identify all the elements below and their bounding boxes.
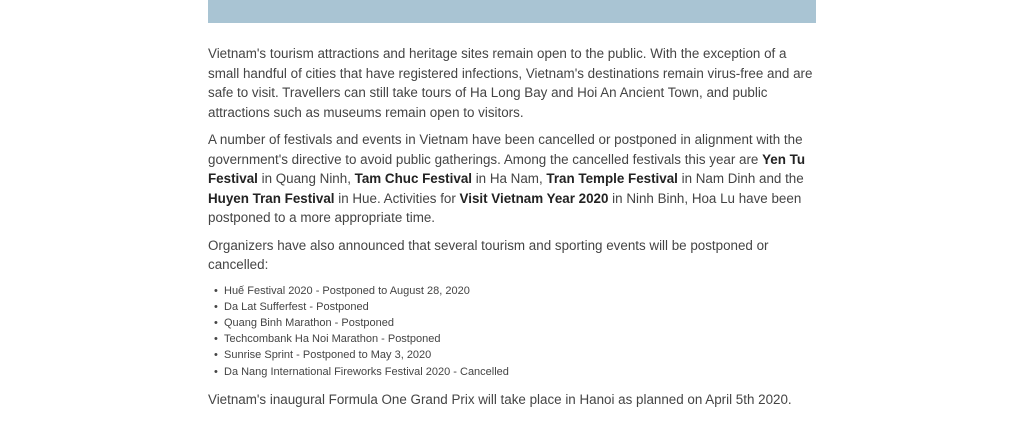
list-item bbox=[214, 331, 820, 347]
bullet-icon: • bbox=[214, 284, 218, 297]
bullet-icon: • bbox=[214, 365, 218, 378]
event-label: Da Nang International Fireworks Festival 2020 - Cancelled bbox=[224, 365, 509, 378]
event-label: Da Lat Sufferfest - Postponed bbox=[224, 300, 369, 313]
paragraph-grand-prix: Vietnam's inaugural Formula One Grand Prix will take place in Hanoi as planned on April 5th 2020. bbox=[208, 391, 792, 407]
para2-text-6: in Ninh Binh, Hoa Lu have been postponed to a more appropriate time. bbox=[208, 190, 802, 225]
paragraph-organizers: Organizers have also announced that several tourism and sporting events will be postponed or cancelled: bbox=[208, 237, 769, 272]
list-item bbox=[214, 315, 820, 331]
event-label: Techcombank Ha Noi Marathon - Postponed bbox=[224, 333, 441, 346]
bullet-icon: • bbox=[214, 333, 218, 346]
bullet-icon: • bbox=[214, 300, 218, 313]
festival-yen-tu: Yen Tu Festival bbox=[208, 151, 806, 186]
festival-tam-chuc: Tam Chuc Festival bbox=[354, 171, 472, 186]
article-body bbox=[208, 44, 820, 417]
para2-text-3: in Ha Nam, bbox=[471, 171, 547, 186]
list-item bbox=[214, 283, 820, 299]
event-label: Huế Festival 2020 - Postponed to August 28, 2020 bbox=[224, 284, 470, 297]
festival-tran-temple: Tran Temple Festival bbox=[546, 171, 678, 186]
para2-text-5: in Hue. Activities for bbox=[334, 190, 460, 206]
hero-image-placeholder bbox=[208, 0, 816, 23]
list-item bbox=[214, 299, 820, 315]
list-item bbox=[214, 347, 820, 363]
event-list bbox=[208, 283, 820, 380]
event-label: Sunrise Sprint - Postponed to May 3, 2020 bbox=[224, 349, 432, 362]
visit-vietnam-year: Visit Vietnam Year 2020 bbox=[459, 190, 609, 206]
list-item bbox=[214, 364, 820, 380]
festival-huyen-tran: Huyen Tran Festival bbox=[208, 190, 335, 206]
para2-text-1: A number of festivals and events in Vietnam have been cancelled or postponed in alignment with the government's directive to avoid public gatherings. Among the cancelled festivals this year are bbox=[208, 132, 803, 167]
bullet-icon: • bbox=[214, 316, 218, 329]
paragraph-cancelled-festivals bbox=[208, 130, 820, 228]
paragraph-tourism-open: Vietnam's tourism attractions and heritage sites remain open to the public. With the exception of a small handful of cities that have registered infections, Vietnam's destinations remain virus-free and are safe to visit. Travellers can still take tours of Ha Long Bay and Hoi An Ancient Town, and public attractions such as museums remain open to visitors. bbox=[208, 46, 813, 120]
para2-text-2: in Quang Ninh, bbox=[257, 171, 355, 186]
event-label: Quang Binh Marathon - Postponed bbox=[224, 316, 395, 329]
bullet-icon: • bbox=[214, 349, 218, 362]
para2-text-4: in Nam Dinh and the bbox=[677, 171, 804, 186]
